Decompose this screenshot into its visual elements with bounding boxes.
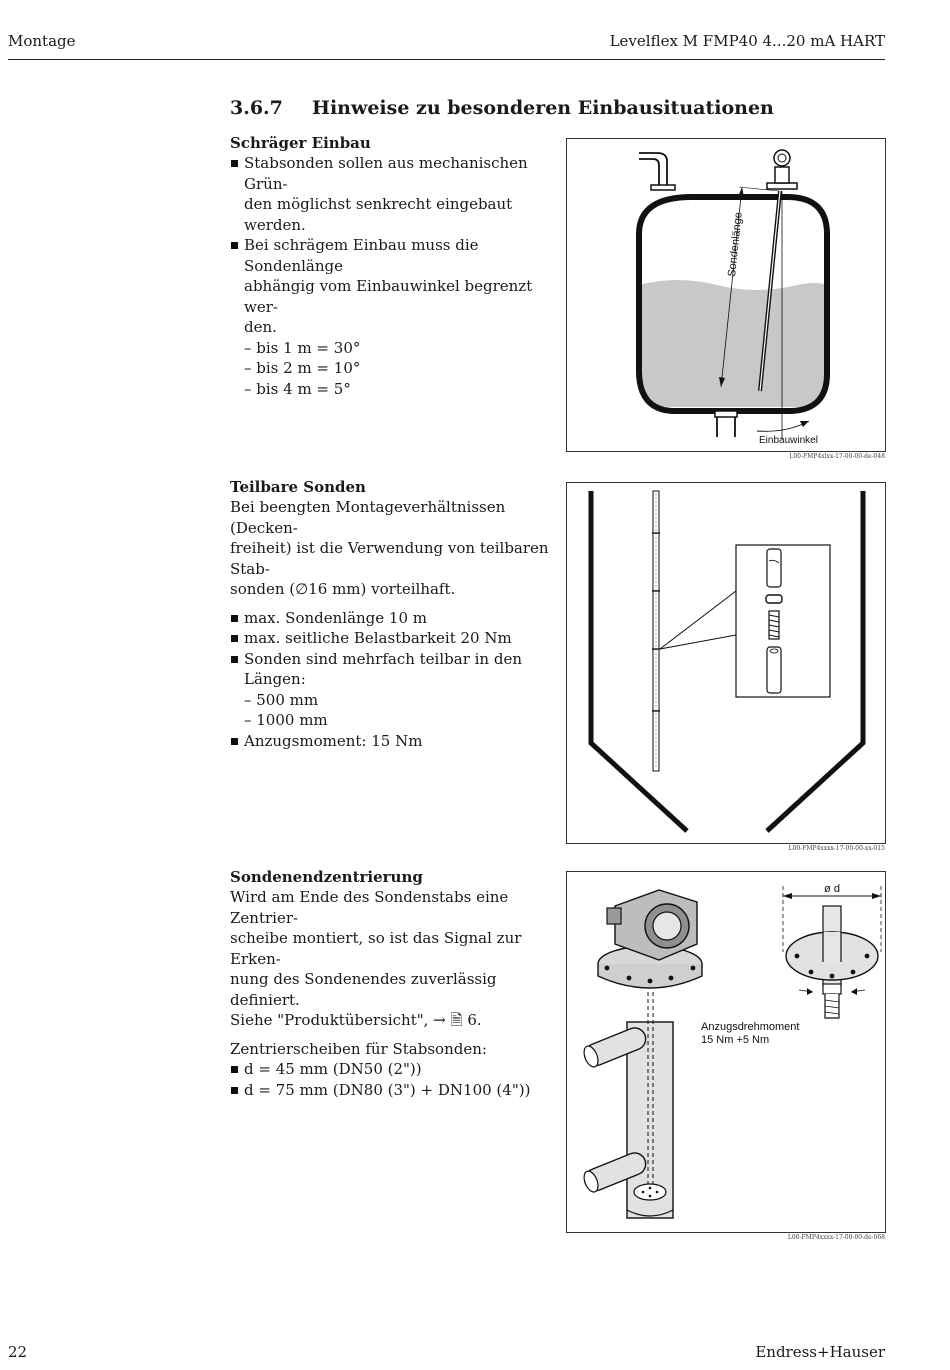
block1-sub-item-3: – bis 4 m = 5° — [244, 379, 351, 398]
figure-oblique-probe — [566, 138, 886, 452]
label-installation-angle: Einbauwinkel — [759, 435, 818, 446]
block2-para-line-1: Bei beengten Montageverhältnissen (Decken- — [230, 498, 506, 537]
block2-bullet-4: Anzugsmoment: 15 Nm — [230, 731, 560, 752]
running-header-left: Montage — [8, 32, 76, 50]
section-number: 3.6.7 — [230, 97, 283, 119]
block3-para-line-2: scheibe montiert, so ist das Signal zur Erken- — [230, 929, 522, 968]
block2-sub-item-1: – 500 mm — [244, 690, 319, 709]
block2-para-line-3: sonden (∅16 mm) vorteilhaft. — [230, 580, 456, 598]
running-header-right: Levelflex M FMP40 4...20 mA HART — [609, 32, 885, 50]
block3-title: Sondenendzentrierung — [230, 868, 423, 886]
section-title: Hinweise zu besonderen Einbausituationen — [312, 97, 774, 119]
block-probe-end-centering — [230, 868, 560, 1100]
block3-para-line-1: Wird am Ende des Sondenstabs eine Zentrier- — [230, 888, 509, 927]
label-probe-length: Sondenlänge — [726, 211, 745, 278]
figure1-code: L00-FMP4xlxx-17-00-00-de-048 — [789, 453, 885, 460]
block-divisible-probes — [230, 478, 560, 751]
block1-title: Schräger Einbau — [230, 134, 371, 152]
bullet-line: den möglichst senkrecht eingebaut werden. — [244, 195, 513, 234]
block-oblique-installation — [230, 134, 560, 399]
block2-para-line-2: freiheit) ist die Verwendung von teilbaren Stab- — [230, 539, 549, 578]
header-rule — [8, 59, 885, 60]
bullet-line: Stabsonden sollen aus mechanischen Grün- — [244, 154, 528, 193]
figure-centering-disk — [566, 871, 886, 1233]
label-diameter: ø d — [824, 883, 840, 895]
block1-sub-item-2: – bis 2 m = 10° — [244, 359, 361, 377]
label-torque: Anzugsdrehmoment — [701, 1021, 800, 1033]
bullet-line: abhängig vom Einbauwinkel begrenzt wer- — [244, 277, 533, 316]
block2-sub-item-2: – 1000 mm — [244, 711, 328, 729]
figure-divisible-probe — [566, 482, 886, 844]
block2-bullet-1: max. Sondenlänge 10 m — [230, 608, 560, 629]
block2-bullet-2: max. seitliche Belastbarkeit 20 Nm — [230, 628, 560, 649]
label-torque-value: 15 Nm +5 Nm — [701, 1034, 770, 1046]
brand-name: Endress+Hauser — [755, 1343, 885, 1361]
block2-bullet-3: Sonden sind mehrfach teilbar in den Längen: — [230, 649, 560, 690]
block3-bullet-1: d = 45 mm (DN50 (2")) — [230, 1059, 560, 1080]
block3-bullet-2: d = 75 mm (DN80 (3") + DN100 (4")) — [230, 1080, 560, 1101]
block1-bullet-2 — [230, 235, 560, 338]
block3-para2: Zentrierscheiben für Stabsonden: — [230, 1039, 487, 1058]
bullet-line: Bei schrägem Einbau muss die Sondenlänge — [244, 236, 479, 275]
block1-bullet-1 — [230, 153, 560, 235]
page-number: 22 — [8, 1343, 28, 1361]
block3-para-line-4: Siehe "Produktübersicht", → 🗎 6. — [230, 1011, 482, 1029]
figure3-code: L00-FMP4xxxx-17-00-00-de-068 — [787, 1234, 885, 1241]
figure2-code: L00-FMP4xxxx-17-00-00-xx-015 — [788, 845, 885, 852]
block1-sub-item-1: – bis 1 m = 30° — [244, 338, 361, 357]
block2-title: Teilbare Sonden — [230, 478, 366, 496]
block3-para-line-3: nung des Sondenendes zuverlässig definiert. — [230, 970, 497, 1009]
bullet-line: den. — [244, 318, 277, 336]
section-heading — [230, 97, 774, 119]
